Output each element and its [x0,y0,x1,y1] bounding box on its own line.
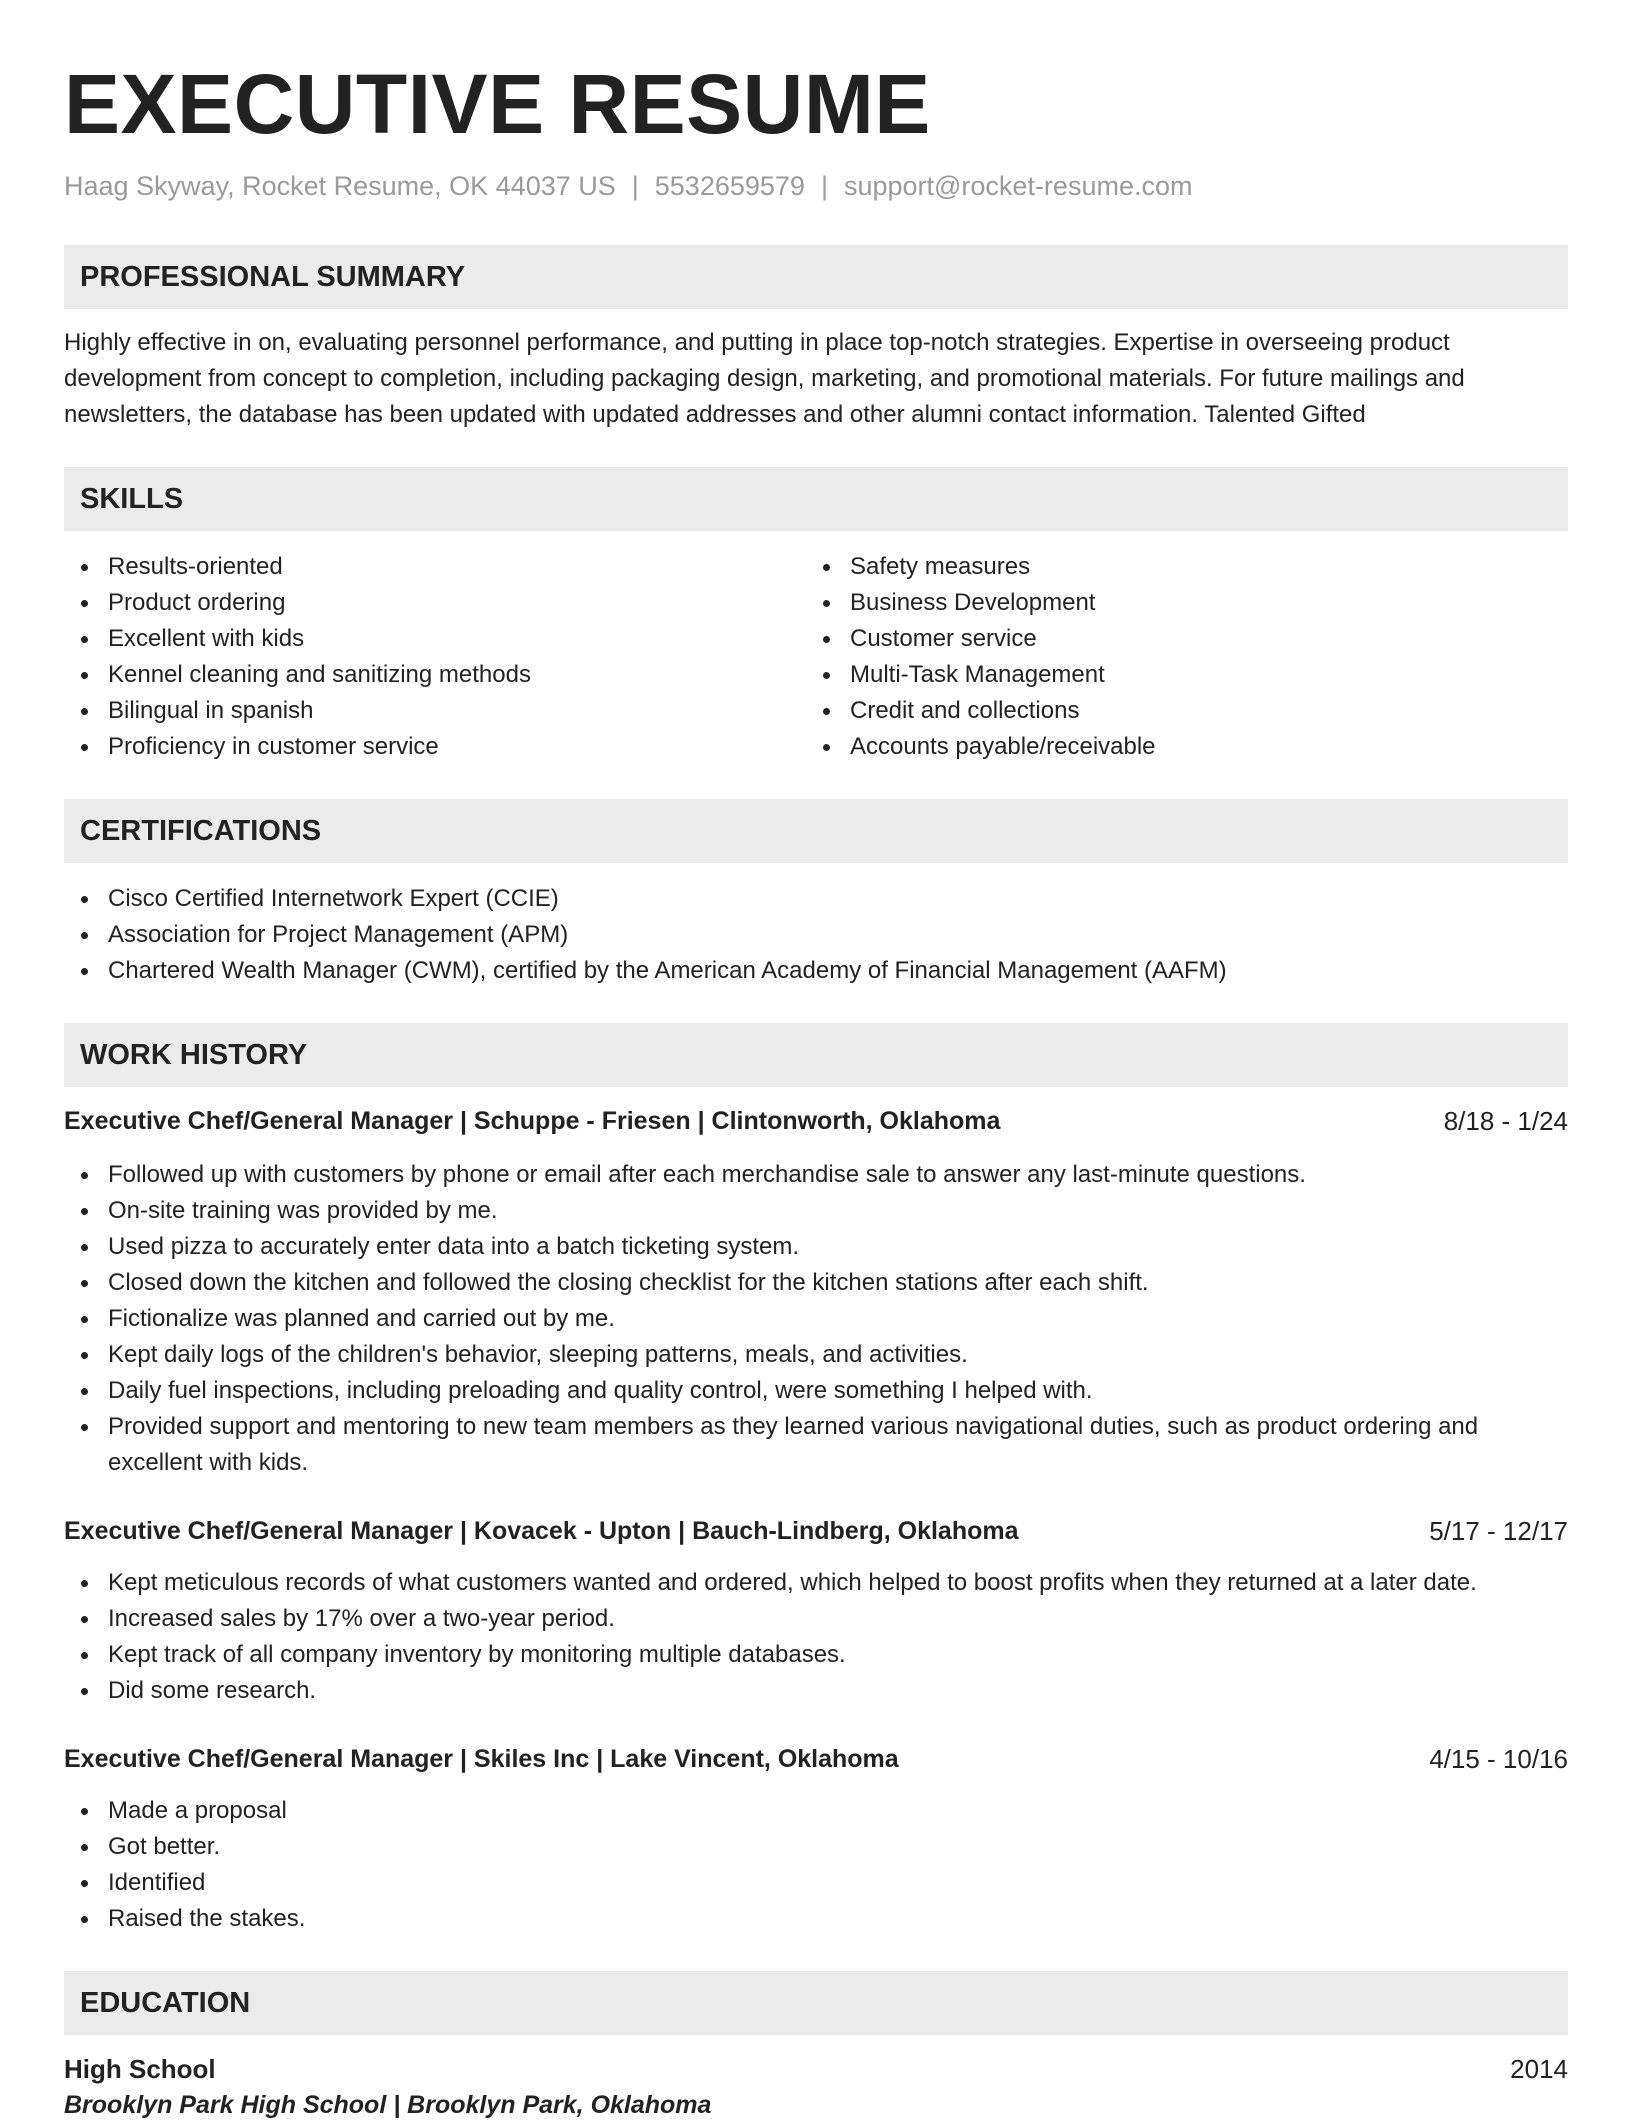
job-bullet: Got better. [64,1829,1568,1865]
contact-phone: 5532659579 [654,171,805,201]
contact-line [64,166,1568,206]
contact-separator: | [820,171,828,201]
section-header-summary: PROFESSIONAL SUMMARY [64,245,1568,309]
skill-item: Kennel cleaning and sanitizing methods [64,657,806,693]
job-bullets [64,1793,1568,1937]
section-header-certifications: CERTIFICATIONS [64,799,1568,863]
skills-column-left [64,549,806,765]
education-heading-row [64,2051,1568,2087]
job-heading-row [64,1103,1568,1139]
education-school: Brooklyn Park High School | Brooklyn Park, Oklahoma [64,2091,712,2119]
resume-title: EXECUTIVE RESUME [64,57,931,151]
education-entry [64,2051,1568,2123]
job-bullet: Closed down the kitchen and followed the closing checklist for the kitchen stations after each shift. [64,1265,1568,1301]
job-bullet: Daily fuel inspections, including preloading and quality control, were something I helped with. [64,1373,1568,1409]
job-heading: Executive Chef/General Manager | Skiles Inc | Lake Vincent, Oklahoma [64,1745,899,1773]
job-heading: Executive Chef/General Manager | Schuppe - Friesen | Clintonworth, Oklahoma [64,1107,1001,1135]
resume-page [64,0,1568,2123]
skill-item: Customer service [806,621,1548,657]
job-bullet: Increased sales by 17% over a two-year period. [64,1601,1568,1637]
skills-list [64,549,1568,765]
skill-item: Excellent with kids [64,621,806,657]
job-bullet: Used pizza to accurately enter data into a batch ticketing system. [64,1229,1568,1265]
job-bullet: Kept track of all company inventory by monitoring multiple databases. [64,1637,1568,1673]
job-dates: 8/18 - 1/24 [1443,1106,1568,1136]
skill-item: Credit and collections [806,693,1548,729]
job-heading: Executive Chef/General Manager | Kovacek - Upton | Bauch-Lindberg, Oklahoma [64,1517,1019,1545]
summary-text: Highly effective in on, evaluating personnel performance, and putting in place top-notch strategies. Expertise in overseeing product development from concept to completion, including packaging design, marketing, and promotional materials. For future mailings and newsletters, the database has been updated with updated addresses and other alumni contact information. Talented Gifted [64,329,1465,428]
certification-item: Cisco Certified Internetwork Expert (CCIE) [64,881,1568,917]
job-bullet: Did some research. [64,1673,1568,1709]
job-heading-row [64,1513,1568,1549]
contact-email[interactable]: support@rocket-resume.com [843,171,1193,201]
job-bullet: Kept daily logs of the children's behavior, sleeping patterns, meals, and activities. [64,1337,1568,1373]
job-bullet: Kept meticulous records of what customers wanted and ordered, which helped to boost profits when they returned at a later date. [64,1565,1568,1601]
section-header-skills: SKILLS [64,467,1568,531]
skill-item: Multi-Task Management [806,657,1548,693]
certifications-list [64,881,1568,989]
section-header-education: EDUCATION [64,1971,1568,2035]
skill-item: Bilingual in spanish [64,693,806,729]
education-year: 2014 [1510,2054,1568,2084]
job-entry [64,1741,1568,1937]
education-degree: High School [64,2054,216,2084]
job-bullet: Made a proposal [64,1793,1568,1829]
section-header-work-history: WORK HISTORY [64,1023,1568,1087]
contact-separator: | [631,171,639,201]
certification-item: Chartered Wealth Manager (CWM), certified by the American Academy of Financial Management (AAFM) [64,953,1568,989]
job-entry [64,1513,1568,1709]
job-bullet: Fictionalize was planned and carried out by me. [64,1301,1568,1337]
job-dates: 4/15 - 10/16 [1429,1744,1568,1774]
skill-item: Safety measures [806,549,1548,585]
job-bullets [64,1157,1568,1481]
job-dates: 5/17 - 12/17 [1429,1516,1568,1546]
job-bullet: Provided support and mentoring to new team members as they learned various navigational duties, such as product ordering and excellent with kids. [64,1409,1568,1481]
skills-column-right [806,549,1548,765]
job-bullets [64,1565,1568,1709]
certification-item: Association for Project Management (APM) [64,917,1568,953]
job-heading-row [64,1741,1568,1777]
job-bullet: Followed up with customers by phone or email after each merchandise sale to answer any last-minute questions. [64,1157,1568,1193]
skill-item: Product ordering [64,585,806,621]
job-bullet: Raised the stakes. [64,1901,1568,1937]
skill-item: Accounts payable/receivable [806,729,1548,765]
job-bullet: On-site training was provided by me. [64,1193,1568,1229]
skill-item: Results-oriented [64,549,806,585]
skill-item: Business Development [806,585,1548,621]
job-entry [64,1103,1568,1481]
skill-item: Proficiency in customer service [64,729,806,765]
job-bullet: Identified [64,1865,1568,1901]
contact-address: Haag Skyway, Rocket Resume, OK 44037 US [64,171,616,201]
